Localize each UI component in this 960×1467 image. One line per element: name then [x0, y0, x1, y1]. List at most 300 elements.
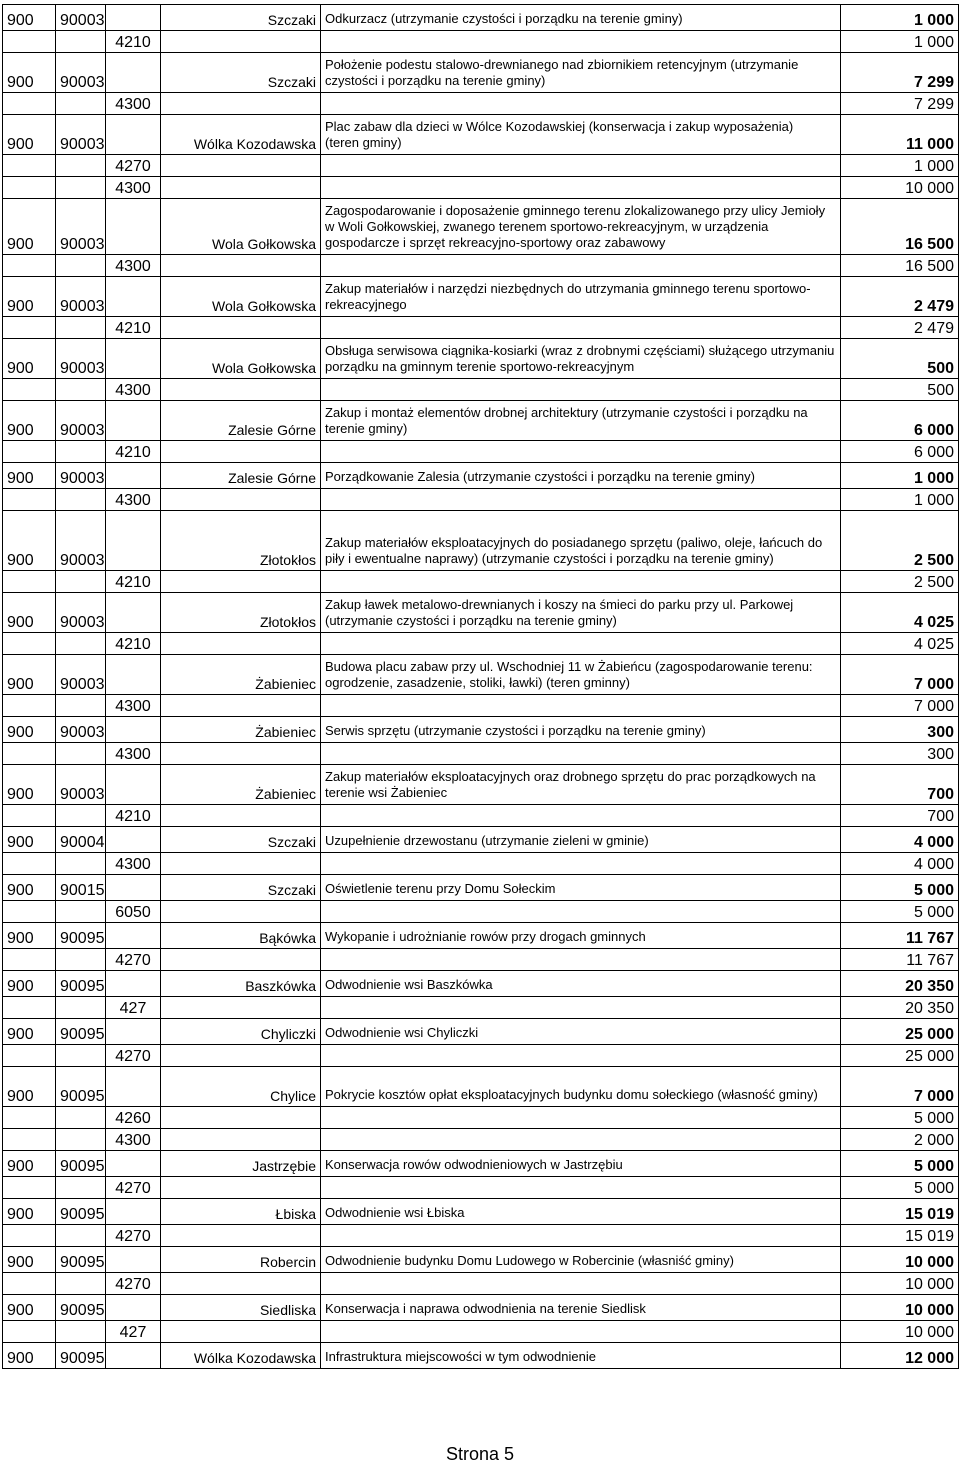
rozdzial-cell: 90095 [56, 1295, 106, 1321]
description-cell: Zakup ławek metalowo-drewnianych i koszy na śmieci do parku przy ul. Parkowej (utrzymanie czystości i porządku na terenie gminy) [321, 593, 841, 633]
rozdzial-cell: 90003 [56, 765, 106, 805]
amount-cell: 4 000 [841, 827, 959, 853]
rozdzial-cell [56, 805, 106, 827]
rozdzial-cell: 90095 [56, 1019, 106, 1045]
solectwo-cell: Szczaki [161, 5, 321, 31]
dzial-cell [3, 997, 56, 1019]
solectwo-cell [161, 901, 321, 923]
paragraf-cell [106, 1199, 161, 1225]
solectwo-cell: Chylice [161, 1067, 321, 1107]
rozdzial-cell [56, 1273, 106, 1295]
amount-cell: 4 025 [841, 633, 959, 655]
paragraf-cell: 4300 [106, 743, 161, 765]
dzial-cell: 900 [3, 593, 56, 633]
description-cell: Konserwacja rowów odwodnieniowych w Jastrzębiu [321, 1151, 841, 1177]
paragraf-cell: 4300 [106, 489, 161, 511]
rozdzial-cell: 90095 [56, 1067, 106, 1107]
amount-cell: 500 [841, 339, 959, 379]
amount-cell: 700 [841, 765, 959, 805]
paragraf-cell [106, 115, 161, 155]
solectwo-cell [161, 743, 321, 765]
paragraf-cell: 4300 [106, 177, 161, 199]
rozdzial-cell: 90095 [56, 923, 106, 949]
solectwo-cell: Złotokłos [161, 593, 321, 633]
dzial-cell [3, 805, 56, 827]
dzial-cell [3, 1107, 56, 1129]
paragraph-row [3, 901, 959, 923]
rozdzial-cell [56, 155, 106, 177]
description-cell: Odwodnienie wsi Chyliczki [321, 1019, 841, 1045]
solectwo-cell [161, 379, 321, 401]
paragraph-row [3, 805, 959, 827]
amount-cell: 2 000 [841, 1129, 959, 1151]
description-cell: Infrastruktura miejscowości w tym odwodnienie [321, 1343, 841, 1369]
rozdzial-cell [56, 1177, 106, 1199]
task-row [3, 593, 959, 633]
dzial-cell: 900 [3, 5, 56, 31]
amount-cell: 10 000 [841, 177, 959, 199]
amount-cell: 1 000 [841, 5, 959, 31]
solectwo-cell: Łbiska [161, 1199, 321, 1225]
solectwo-cell: Zalesie Górne [161, 463, 321, 489]
rozdzial-cell [56, 901, 106, 923]
paragraf-cell: 4300 [106, 853, 161, 875]
dzial-cell: 900 [3, 115, 56, 155]
paragraf-cell [106, 1019, 161, 1045]
amount-cell: 10 000 [841, 1247, 959, 1273]
dzial-cell: 900 [3, 971, 56, 997]
solectwo-cell: Żabieniec [161, 655, 321, 695]
solectwo-cell: Siedliska [161, 1295, 321, 1321]
amount-cell: 11 000 [841, 115, 959, 155]
paragraf-cell: 4210 [106, 317, 161, 339]
description-cell: Wykopanie i udrożnianie rowów przy drogach gminnych [321, 923, 841, 949]
amount-cell: 1 000 [841, 489, 959, 511]
paragraph-row [3, 489, 959, 511]
rozdzial-cell [56, 31, 106, 53]
description-cell: Odwodnienie wsi Baszkówka [321, 971, 841, 997]
task-row [3, 827, 959, 853]
paragraf-cell: 4300 [106, 1129, 161, 1151]
dzial-cell: 900 [3, 1343, 56, 1369]
rozdzial-cell: 90003 [56, 199, 106, 255]
rozdzial-cell: 90095 [56, 971, 106, 997]
paragraf-cell: 4300 [106, 379, 161, 401]
description-cell: Zakup materiałów i narzędzi niezbędnych do utrzymania gminnego terenu sportowo- rekreacyjnego [321, 277, 841, 317]
rozdzial-cell: 90095 [56, 1151, 106, 1177]
solectwo-cell: Żabieniec [161, 717, 321, 743]
task-row [3, 511, 959, 571]
solectwo-cell: Baszkówka [161, 971, 321, 997]
paragraf-cell: 4270 [106, 1225, 161, 1247]
task-row [3, 339, 959, 379]
paragraph-row [3, 1129, 959, 1151]
dzial-cell: 900 [3, 1151, 56, 1177]
solectwo-cell [161, 695, 321, 717]
description-cell [321, 1045, 841, 1067]
dzial-cell [3, 901, 56, 923]
task-row [3, 1067, 959, 1107]
dzial-cell [3, 489, 56, 511]
rozdzial-cell [56, 317, 106, 339]
amount-cell: 500 [841, 379, 959, 401]
amount-cell: 12 000 [841, 1343, 959, 1369]
amount-cell: 7 000 [841, 1067, 959, 1107]
amount-cell: 15 019 [841, 1199, 959, 1225]
description-cell [321, 853, 841, 875]
description-cell [321, 317, 841, 339]
solectwo-cell [161, 949, 321, 971]
amount-cell: 2 479 [841, 317, 959, 339]
task-row [3, 1019, 959, 1045]
amount-cell: 2 500 [841, 511, 959, 571]
amount-cell: 5 000 [841, 901, 959, 923]
amount-cell: 25 000 [841, 1045, 959, 1067]
dzial-cell [3, 633, 56, 655]
amount-cell: 16 500 [841, 255, 959, 277]
amount-cell: 1 000 [841, 463, 959, 489]
paragraf-cell [106, 717, 161, 743]
amount-cell: 700 [841, 805, 959, 827]
dzial-cell: 900 [3, 401, 56, 441]
solectwo-cell [161, 853, 321, 875]
task-row [3, 971, 959, 997]
dzial-cell: 900 [3, 463, 56, 489]
solectwo-cell [161, 633, 321, 655]
solectwo-cell [161, 317, 321, 339]
description-cell [321, 695, 841, 717]
description-cell: Zakup materiałów eksploatacyjnych do posiadanego sprzętu (paliwo, oleje, łańcuch do piły i ewentualne naprawy) (utrzymanie czystości i porządku na terenie gminy) [321, 511, 841, 571]
amount-cell: 20 350 [841, 971, 959, 997]
solectwo-cell: Jastrzębie [161, 1151, 321, 1177]
paragraf-cell: 4210 [106, 441, 161, 463]
task-row [3, 463, 959, 489]
description-cell: Pokrycie kosztów opłat eksploatacyjnych budynku domu sołeckiego (własność gminy) [321, 1067, 841, 1107]
dzial-cell: 900 [3, 53, 56, 93]
paragraph-row [3, 997, 959, 1019]
paragraph-row [3, 1177, 959, 1199]
description-cell [321, 1129, 841, 1151]
paragraf-cell [106, 1067, 161, 1107]
rozdzial-cell: 90003 [56, 401, 106, 441]
paragraf-cell: 4260 [106, 1107, 161, 1129]
description-cell: Oświetlenie terenu przy Domu Sołeckim [321, 875, 841, 901]
dzial-cell [3, 177, 56, 199]
rozdzial-cell: 90015 [56, 875, 106, 901]
task-row [3, 717, 959, 743]
paragraf-cell: 4210 [106, 633, 161, 655]
amount-cell: 6 000 [841, 401, 959, 441]
rozdzial-cell: 90095 [56, 1247, 106, 1273]
rozdzial-cell [56, 255, 106, 277]
description-cell: Konserwacja i naprawa odwodnienia na terenie Siedlisk [321, 1295, 841, 1321]
dzial-cell [3, 31, 56, 53]
paragraf-cell: 4300 [106, 255, 161, 277]
paragraph-row [3, 1273, 959, 1295]
description-cell: Zakup i montaż elementów drobnej architektury (utrzymanie czystości i porządku na terenie gminy) [321, 401, 841, 441]
paragraph-row [3, 255, 959, 277]
paragraph-row [3, 317, 959, 339]
rozdzial-cell [56, 1129, 106, 1151]
solectwo-cell: Wola Gołkowska [161, 339, 321, 379]
paragraph-row [3, 177, 959, 199]
description-cell [321, 1177, 841, 1199]
rozdzial-cell [56, 571, 106, 593]
description-cell [321, 1273, 841, 1295]
amount-cell: 2 500 [841, 571, 959, 593]
paragraf-cell [106, 875, 161, 901]
amount-cell: 5 000 [841, 875, 959, 901]
solectwo-cell: Szczaki [161, 827, 321, 853]
task-row [3, 5, 959, 31]
solectwo-cell [161, 1225, 321, 1247]
amount-cell: 15 019 [841, 1225, 959, 1247]
paragraf-cell [106, 1247, 161, 1273]
task-row [3, 923, 959, 949]
description-cell [321, 743, 841, 765]
rozdzial-cell: 90003 [56, 593, 106, 633]
rozdzial-cell: 90004 [56, 827, 106, 853]
paragraph-row [3, 1107, 959, 1129]
paragraph-row [3, 155, 959, 177]
task-row [3, 115, 959, 155]
paragraf-cell: 4300 [106, 93, 161, 115]
description-cell [321, 1225, 841, 1247]
description-cell: Odwodnienie wsi Łbiska [321, 1199, 841, 1225]
task-row [3, 277, 959, 317]
paragraph-row [3, 743, 959, 765]
solectwo-cell [161, 1177, 321, 1199]
amount-cell: 10 000 [841, 1321, 959, 1343]
solectwo-cell [161, 1129, 321, 1151]
rozdzial-cell: 90003 [56, 53, 106, 93]
solectwo-cell: Złotokłos [161, 511, 321, 571]
dzial-cell [3, 255, 56, 277]
dzial-cell: 900 [3, 511, 56, 571]
task-row [3, 655, 959, 695]
dzial-cell [3, 1321, 56, 1343]
dzial-cell: 900 [3, 1067, 56, 1107]
amount-cell: 11 767 [841, 923, 959, 949]
paragraf-cell [106, 1343, 161, 1369]
solectwo-cell [161, 31, 321, 53]
task-row [3, 401, 959, 441]
rozdzial-cell [56, 633, 106, 655]
task-row [3, 1295, 959, 1321]
amount-cell: 300 [841, 717, 959, 743]
dzial-cell [3, 1273, 56, 1295]
dzial-cell [3, 571, 56, 593]
solectwo-cell: Robercin [161, 1247, 321, 1273]
description-cell [321, 997, 841, 1019]
paragraf-cell [106, 827, 161, 853]
dzial-cell: 900 [3, 1295, 56, 1321]
description-cell [321, 1107, 841, 1129]
amount-cell: 5 000 [841, 1151, 959, 1177]
amount-cell: 1 000 [841, 155, 959, 177]
rozdzial-cell: 90003 [56, 717, 106, 743]
rozdzial-cell: 90003 [56, 655, 106, 695]
rozdzial-cell [56, 743, 106, 765]
solectwo-cell: Wólka Kozodawska [161, 1343, 321, 1369]
budget-table [2, 4, 959, 1369]
solectwo-cell [161, 1273, 321, 1295]
description-cell [321, 1321, 841, 1343]
rozdzial-cell [56, 93, 106, 115]
solectwo-cell: Bąkówka [161, 923, 321, 949]
paragraf-cell [106, 277, 161, 317]
rozdzial-cell [56, 695, 106, 717]
rozdzial-cell: 90003 [56, 463, 106, 489]
solectwo-cell [161, 155, 321, 177]
dzial-cell [3, 695, 56, 717]
solectwo-cell [161, 571, 321, 593]
paragraf-cell [106, 463, 161, 489]
rozdzial-cell: 90095 [56, 1343, 106, 1369]
task-row [3, 765, 959, 805]
dzial-cell [3, 1177, 56, 1199]
amount-cell: 1 000 [841, 31, 959, 53]
paragraph-row [3, 441, 959, 463]
dzial-cell: 900 [3, 1247, 56, 1273]
rozdzial-cell [56, 997, 106, 1019]
task-row [3, 1151, 959, 1177]
solectwo-cell: Wola Gołkowska [161, 277, 321, 317]
paragraf-cell [106, 1295, 161, 1321]
solectwo-cell [161, 805, 321, 827]
paragraf-cell: 6050 [106, 901, 161, 923]
amount-cell: 6 000 [841, 441, 959, 463]
solectwo-cell [161, 997, 321, 1019]
rozdzial-cell: 90095 [56, 1199, 106, 1225]
rozdzial-cell: 90003 [56, 115, 106, 155]
description-cell [321, 31, 841, 53]
dzial-cell: 900 [3, 655, 56, 695]
dzial-cell [3, 317, 56, 339]
paragraf-cell [106, 199, 161, 255]
solectwo-cell [161, 93, 321, 115]
description-cell: Budowa placu zabaw przy ul. Wschodniej 11 w Żabieńcu (zagospodarowanie terenu: ogrodzenie, zasadzenie, stoliki, ławki) (teren gminny) [321, 655, 841, 695]
solectwo-cell [161, 441, 321, 463]
solectwo-cell: Wola Gołkowska [161, 199, 321, 255]
solectwo-cell: Żabieniec [161, 765, 321, 805]
solectwo-cell [161, 489, 321, 511]
solectwo-cell: Szczaki [161, 53, 321, 93]
amount-cell: 7 000 [841, 655, 959, 695]
description-cell [321, 805, 841, 827]
dzial-cell: 900 [3, 1019, 56, 1045]
dzial-cell [3, 1045, 56, 1067]
description-cell [321, 255, 841, 277]
paragraph-row [3, 1321, 959, 1343]
task-row [3, 53, 959, 93]
dzial-cell [3, 853, 56, 875]
description-cell: Zagospodarowanie i doposażenie gminnego terenu zlokalizowanego przy ulicy Jemioły w Woli Gołkowskiej, zwanego terenem sportowo-rekreacyjnym, w urządzenia gospodarcze i sprzęt rekreacyjno-sportowy oraz zabawowy [321, 199, 841, 255]
paragraph-row [3, 853, 959, 875]
paragraph-row [3, 571, 959, 593]
dzial-cell: 900 [3, 923, 56, 949]
description-cell [321, 93, 841, 115]
paragraf-cell [106, 401, 161, 441]
paragraf-cell [106, 655, 161, 695]
amount-cell: 7 299 [841, 53, 959, 93]
rozdzial-cell [56, 1225, 106, 1247]
solectwo-cell: Wólka Kozodawska [161, 115, 321, 155]
dzial-cell: 900 [3, 199, 56, 255]
description-cell: Zakup materiałów eksploatacyjnych oraz drobnego sprzętu do prac porządkowych na terenie wsi Żabieniec [321, 765, 841, 805]
rozdzial-cell [56, 1045, 106, 1067]
description-cell: Plac zabaw dla dzieci w Wólce Kozodawskiej (konserwacja i zakup wyposażenia) (teren gminy) [321, 115, 841, 155]
rozdzial-cell: 90003 [56, 277, 106, 317]
rozdzial-cell [56, 1321, 106, 1343]
dzial-cell [3, 441, 56, 463]
description-cell: Odkurzacz (utrzymanie czystości i porządku na terenie gminy) [321, 5, 841, 31]
description-cell [321, 441, 841, 463]
description-cell [321, 571, 841, 593]
paragraf-cell: 4270 [106, 1177, 161, 1199]
description-cell [321, 155, 841, 177]
paragraf-cell [106, 923, 161, 949]
rozdzial-cell [56, 489, 106, 511]
description-cell: Serwis sprzętu (utrzymanie czystości i porządku na terenie gminy) [321, 717, 841, 743]
description-cell [321, 949, 841, 971]
dzial-cell: 900 [3, 339, 56, 379]
paragraph-row [3, 949, 959, 971]
amount-cell: 16 500 [841, 199, 959, 255]
dzial-cell: 900 [3, 765, 56, 805]
paragraf-cell [106, 511, 161, 571]
paragraph-row [3, 379, 959, 401]
rozdzial-cell [56, 177, 106, 199]
rozdzial-cell [56, 949, 106, 971]
rozdzial-cell [56, 441, 106, 463]
rozdzial-cell: 90003 [56, 339, 106, 379]
amount-cell: 300 [841, 743, 959, 765]
amount-cell: 20 350 [841, 997, 959, 1019]
rozdzial-cell [56, 853, 106, 875]
paragraf-cell: 4210 [106, 31, 161, 53]
dzial-cell: 900 [3, 277, 56, 317]
dzial-cell: 900 [3, 875, 56, 901]
paragraf-cell [106, 971, 161, 997]
amount-cell: 5 000 [841, 1107, 959, 1129]
paragraf-cell: 4210 [106, 571, 161, 593]
description-cell [321, 633, 841, 655]
task-row [3, 875, 959, 901]
paragraf-cell: 4270 [106, 949, 161, 971]
task-row [3, 1343, 959, 1369]
paragraf-cell: 4270 [106, 1273, 161, 1295]
task-row [3, 1199, 959, 1225]
paragraph-row [3, 1225, 959, 1247]
dzial-cell [3, 1129, 56, 1151]
solectwo-cell [161, 177, 321, 199]
rozdzial-cell: 90003 [56, 5, 106, 31]
description-cell: Odwodnienie budynku Domu Ludowego w Robercinie (własniść gminy) [321, 1247, 841, 1273]
paragraf-cell [106, 53, 161, 93]
paragraf-cell: 4300 [106, 695, 161, 717]
amount-cell: 11 767 [841, 949, 959, 971]
rozdzial-cell [56, 379, 106, 401]
solectwo-cell: Szczaki [161, 875, 321, 901]
paragraph-row [3, 633, 959, 655]
task-row [3, 1247, 959, 1273]
dzial-cell [3, 93, 56, 115]
solectwo-cell [161, 1107, 321, 1129]
amount-cell: 4 025 [841, 593, 959, 633]
paragraf-cell [106, 593, 161, 633]
paragraf-cell: 4210 [106, 805, 161, 827]
